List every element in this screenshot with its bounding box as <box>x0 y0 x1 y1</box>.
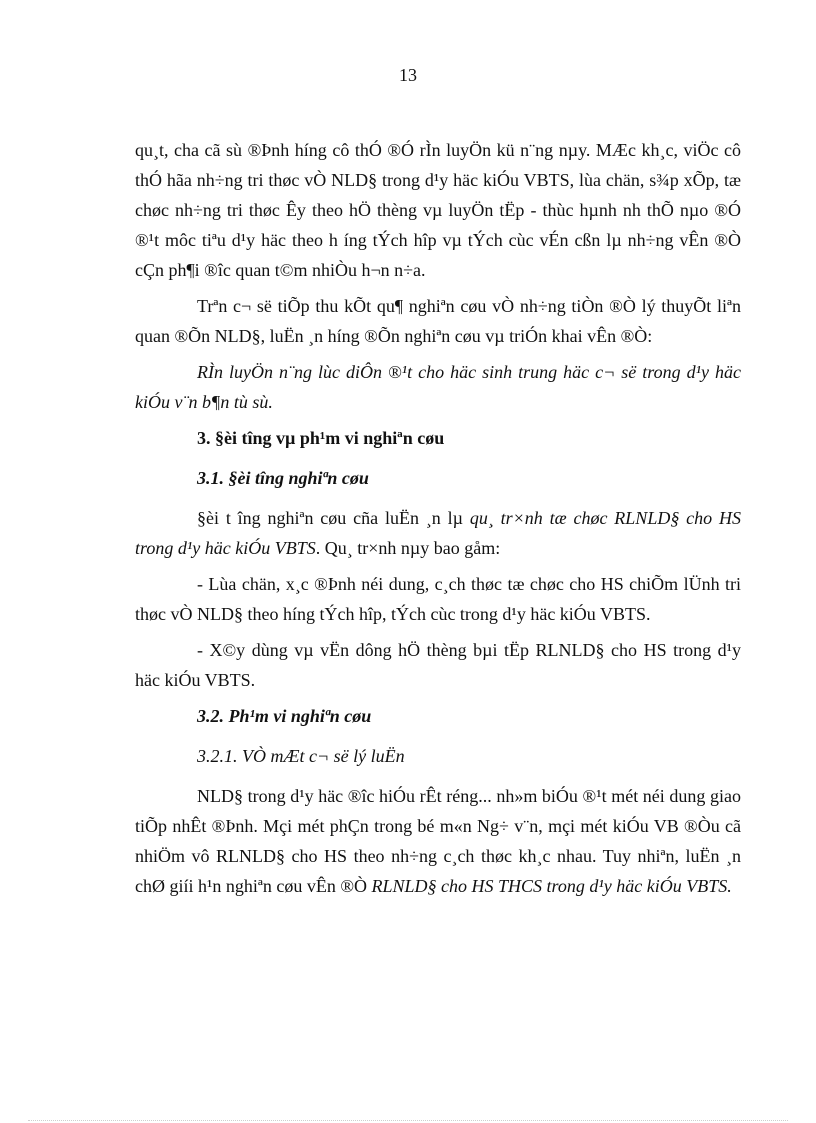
body-paragraph <box>135 781 741 901</box>
page-number: 13 <box>399 65 417 85</box>
text-run: . Qu¸ tr×nh nµy bao gåm: <box>315 538 501 558</box>
italic-run: RÌn luyÖn n¨ng lùc diÔn ®¹t cho häc sinh trung häc c¬ së trong d¹y häc kiÓu v¨n b¶n tù sù. <box>135 362 741 412</box>
text-run: Trªn c¬ së tiÕp thu kÕt qu¶ nghiªn cøu vÒ nh÷ng tiÒn ®Ò lý thuyÕt liªn quan ®Õn NLD§, luËn ¸n híng ®Õn nghiªn cøu vµ triÓn khai vÊn ®Ò: <box>135 296 741 346</box>
text-run: NLD§ trong d¹y häc ®îc hiÓu rÊt réng... nh»m biÓu ®¹t mét néi dung giao tiÕp nhÊt ®Þnh. Mçi mét phÇn trong bé m«n Ng÷ v¨n, mçi mét kiÓu VB ®Òu cã nhiÖm vô RLNLD§ cho HS theo nh÷ng c¸ch thøc kh¸c nhau. Tuy nhiªn, luËn ¸n chØ giíi h¹n nghiªn cøu vÊn ®Ò <box>135 786 741 896</box>
body-paragraph <box>135 569 741 629</box>
text-run: - Lùa chän, x¸c ®Þnh néi dung, c¸ch thøc tæ chøc cho HS chiÕm lÜnh tri thøc vÒ NLD§ theo híng tÝch hîp, tÝch cùc trong d¹y häc kiÓu VBTS. <box>135 574 741 624</box>
section-heading: 3. §èi tîng vµ ph¹m vi nghiªn cøu <box>197 428 445 448</box>
section-heading: 3.1. §èi tîng nghiªn cøu <box>197 468 369 488</box>
italic-run: RLNLD§ cho HS THCS trong d¹y häc kiÓu VBTS. <box>371 876 732 896</box>
body-text <box>135 135 741 907</box>
italic-run: qu¸ tr×nh tæ chøc RLNLD§ cho HS trong d¹y häc kiÓu VBTS <box>135 508 741 558</box>
body-paragraph <box>135 635 741 695</box>
body-paragraph <box>135 357 741 417</box>
subsection-heading: 3.2.1. VÒ mÆt c¬ së lý luËn <box>197 746 405 766</box>
text-run: - X©y dùng vµ vËn dông hÖ thèng bµi tËp RLNLD§ cho HS trong d¹y häc kiÓu VBTS. <box>135 640 741 690</box>
section-heading: 3.2. Ph¹m vi nghiªn cøu <box>197 706 372 726</box>
body-paragraph <box>135 291 741 351</box>
text-run: §èi t îng nghiªn cøu cña luËn ¸n lµ <box>197 508 470 528</box>
body-paragraph <box>135 503 741 563</box>
text-run: qu¸t, cha cã sù ®Þnh híng cô thÓ ®Ó rÌn luyÖn kü n¨ng nµy. MÆc kh¸c, viÖc cô thÓ hãa nh÷ng tri thøc vÒ NLD§ trong d¹y häc kiÓu VBTS, lùa chän, s¾p xÕp, tæ chøc nh÷ng tri thøc Êy theo hÖ thèng vµ luyÖn tËp - thùc hµnh nh thÕ nµo ®Ó ®¹t môc tiªu d¹y häc theo h íng tÝch hîp vµ tÝch cùc vÉn cßn lµ nh÷ng vÊn ®Ò cÇn ph¶i ®îc quan t©m nhiÒu h¬n n÷a. <box>135 140 741 280</box>
body-paragraph <box>135 135 741 285</box>
bottom-dotted-rule <box>28 1120 788 1121</box>
